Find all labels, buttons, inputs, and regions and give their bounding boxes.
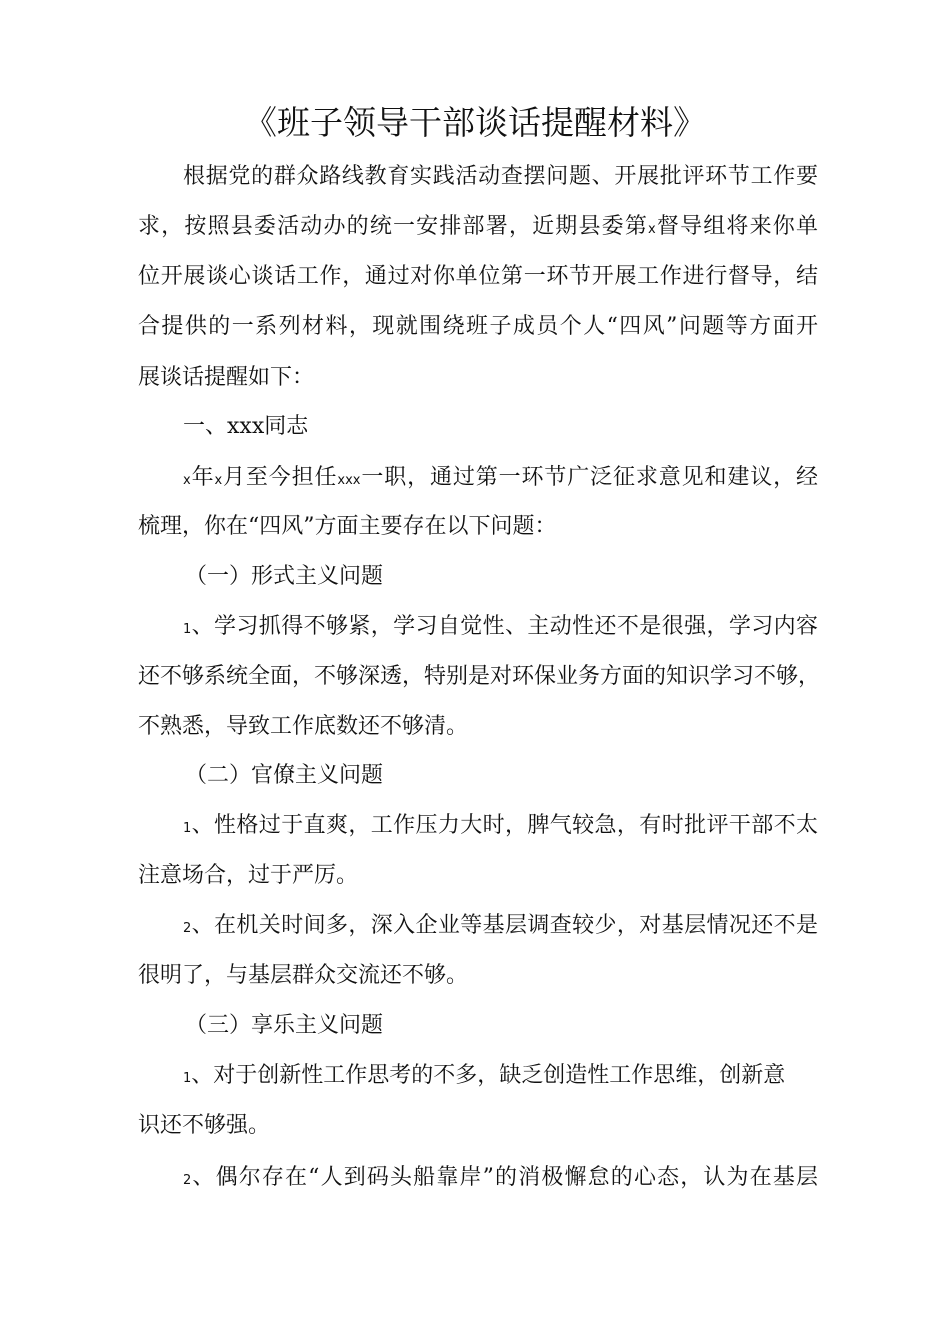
- item-text: 、偶尔存在“人到码头船靠岸”的消极懈怠的心态，认为在基层: [191, 1165, 818, 1190]
- formalism-item-1-line-1: [183, 610, 818, 647]
- item-number: 1: [183, 821, 192, 836]
- section-heading: 一、xxx同志: [183, 414, 309, 439]
- intro-line-1: 根据党的群众路线教育实践活动查摆问题、开展批评环节工作要: [183, 164, 818, 189]
- hedonism-item-1-line-1: [183, 1059, 785, 1096]
- supervision-group-number: x: [648, 222, 656, 237]
- month-placeholder: x: [214, 473, 223, 488]
- year-label: 年: [190, 465, 215, 490]
- intro-line-2b: 督导组将来你单: [655, 214, 818, 239]
- sub-heading-bureaucratism: （二）官僚主义问题: [185, 763, 384, 788]
- sub-heading-hedonism: （三）享乐主义问题: [185, 1013, 384, 1038]
- formalism-item-1-line-2: 还不够系统全面，不够深透，特别是对环保业务方面的知识学习不够，: [138, 664, 821, 689]
- bureaucratism-item-1-line-1: [183, 809, 818, 846]
- intro-line-2a: 求，按照县委活动办的统一安排部署，近期县委第: [138, 214, 648, 239]
- bureaucratism-item-2-line-2: 很明了，与基层群众交流还不够。: [138, 963, 469, 988]
- hedonism-item-2-line-1: [183, 1161, 818, 1198]
- section-intro-line-1: [183, 461, 818, 498]
- intro-line-4: 合提供的一系列材料，现就围绕班子成员个人“四风”问题等方面开: [138, 314, 818, 339]
- intro-line-3: 位开展谈心谈话工作，通过对你单位第一环节开展工作进行督导，结: [138, 264, 818, 289]
- item-number: 1: [183, 1071, 192, 1086]
- bureaucratism-item-1-line-2: 注意场合，过于严厉。: [138, 863, 359, 888]
- item-number: 1: [183, 622, 192, 637]
- section-intro-line-2: 梳理，你在“四风”方面主要存在以下问题：: [138, 514, 557, 539]
- position-text-a: 月至今担任: [222, 465, 338, 490]
- position-text-b: 一职，通过第一环节广泛征求意见和建议，经: [360, 465, 818, 490]
- item-text: 、学习抓得不够紧，学习自觉性、主动性还不是很强，学习内容: [191, 614, 818, 639]
- hedonism-item-1-line-2: 识还不够强。: [138, 1113, 271, 1138]
- bureaucratism-item-2-line-1: [183, 909, 818, 946]
- item-text: 、在机关时间多，深入企业等基层调查较少，对基层情况还不是: [191, 913, 818, 938]
- item-number: 2: [183, 921, 192, 936]
- formalism-item-1-line-3: 不熟悉，导致工作底数还不够清。: [138, 714, 469, 739]
- sub-heading-formalism: （一）形式主义问题: [185, 564, 384, 589]
- item-text: 、对于创新性工作思考的不多，缺乏创造性工作思维，创新意: [191, 1063, 786, 1088]
- item-number: 2: [183, 1173, 192, 1188]
- item-text: 、性格过于直爽，工作压力大时，脾气较急，有时批评干部不太: [191, 813, 818, 838]
- position-placeholder: xxx: [337, 473, 361, 488]
- year-placeholder: x: [183, 473, 191, 488]
- intro-line-2: [138, 210, 818, 247]
- intro-line-5: 展谈话提醒如下：: [138, 365, 315, 390]
- document-title: 《班子领导干部谈话提醒材料》: [244, 103, 706, 142]
